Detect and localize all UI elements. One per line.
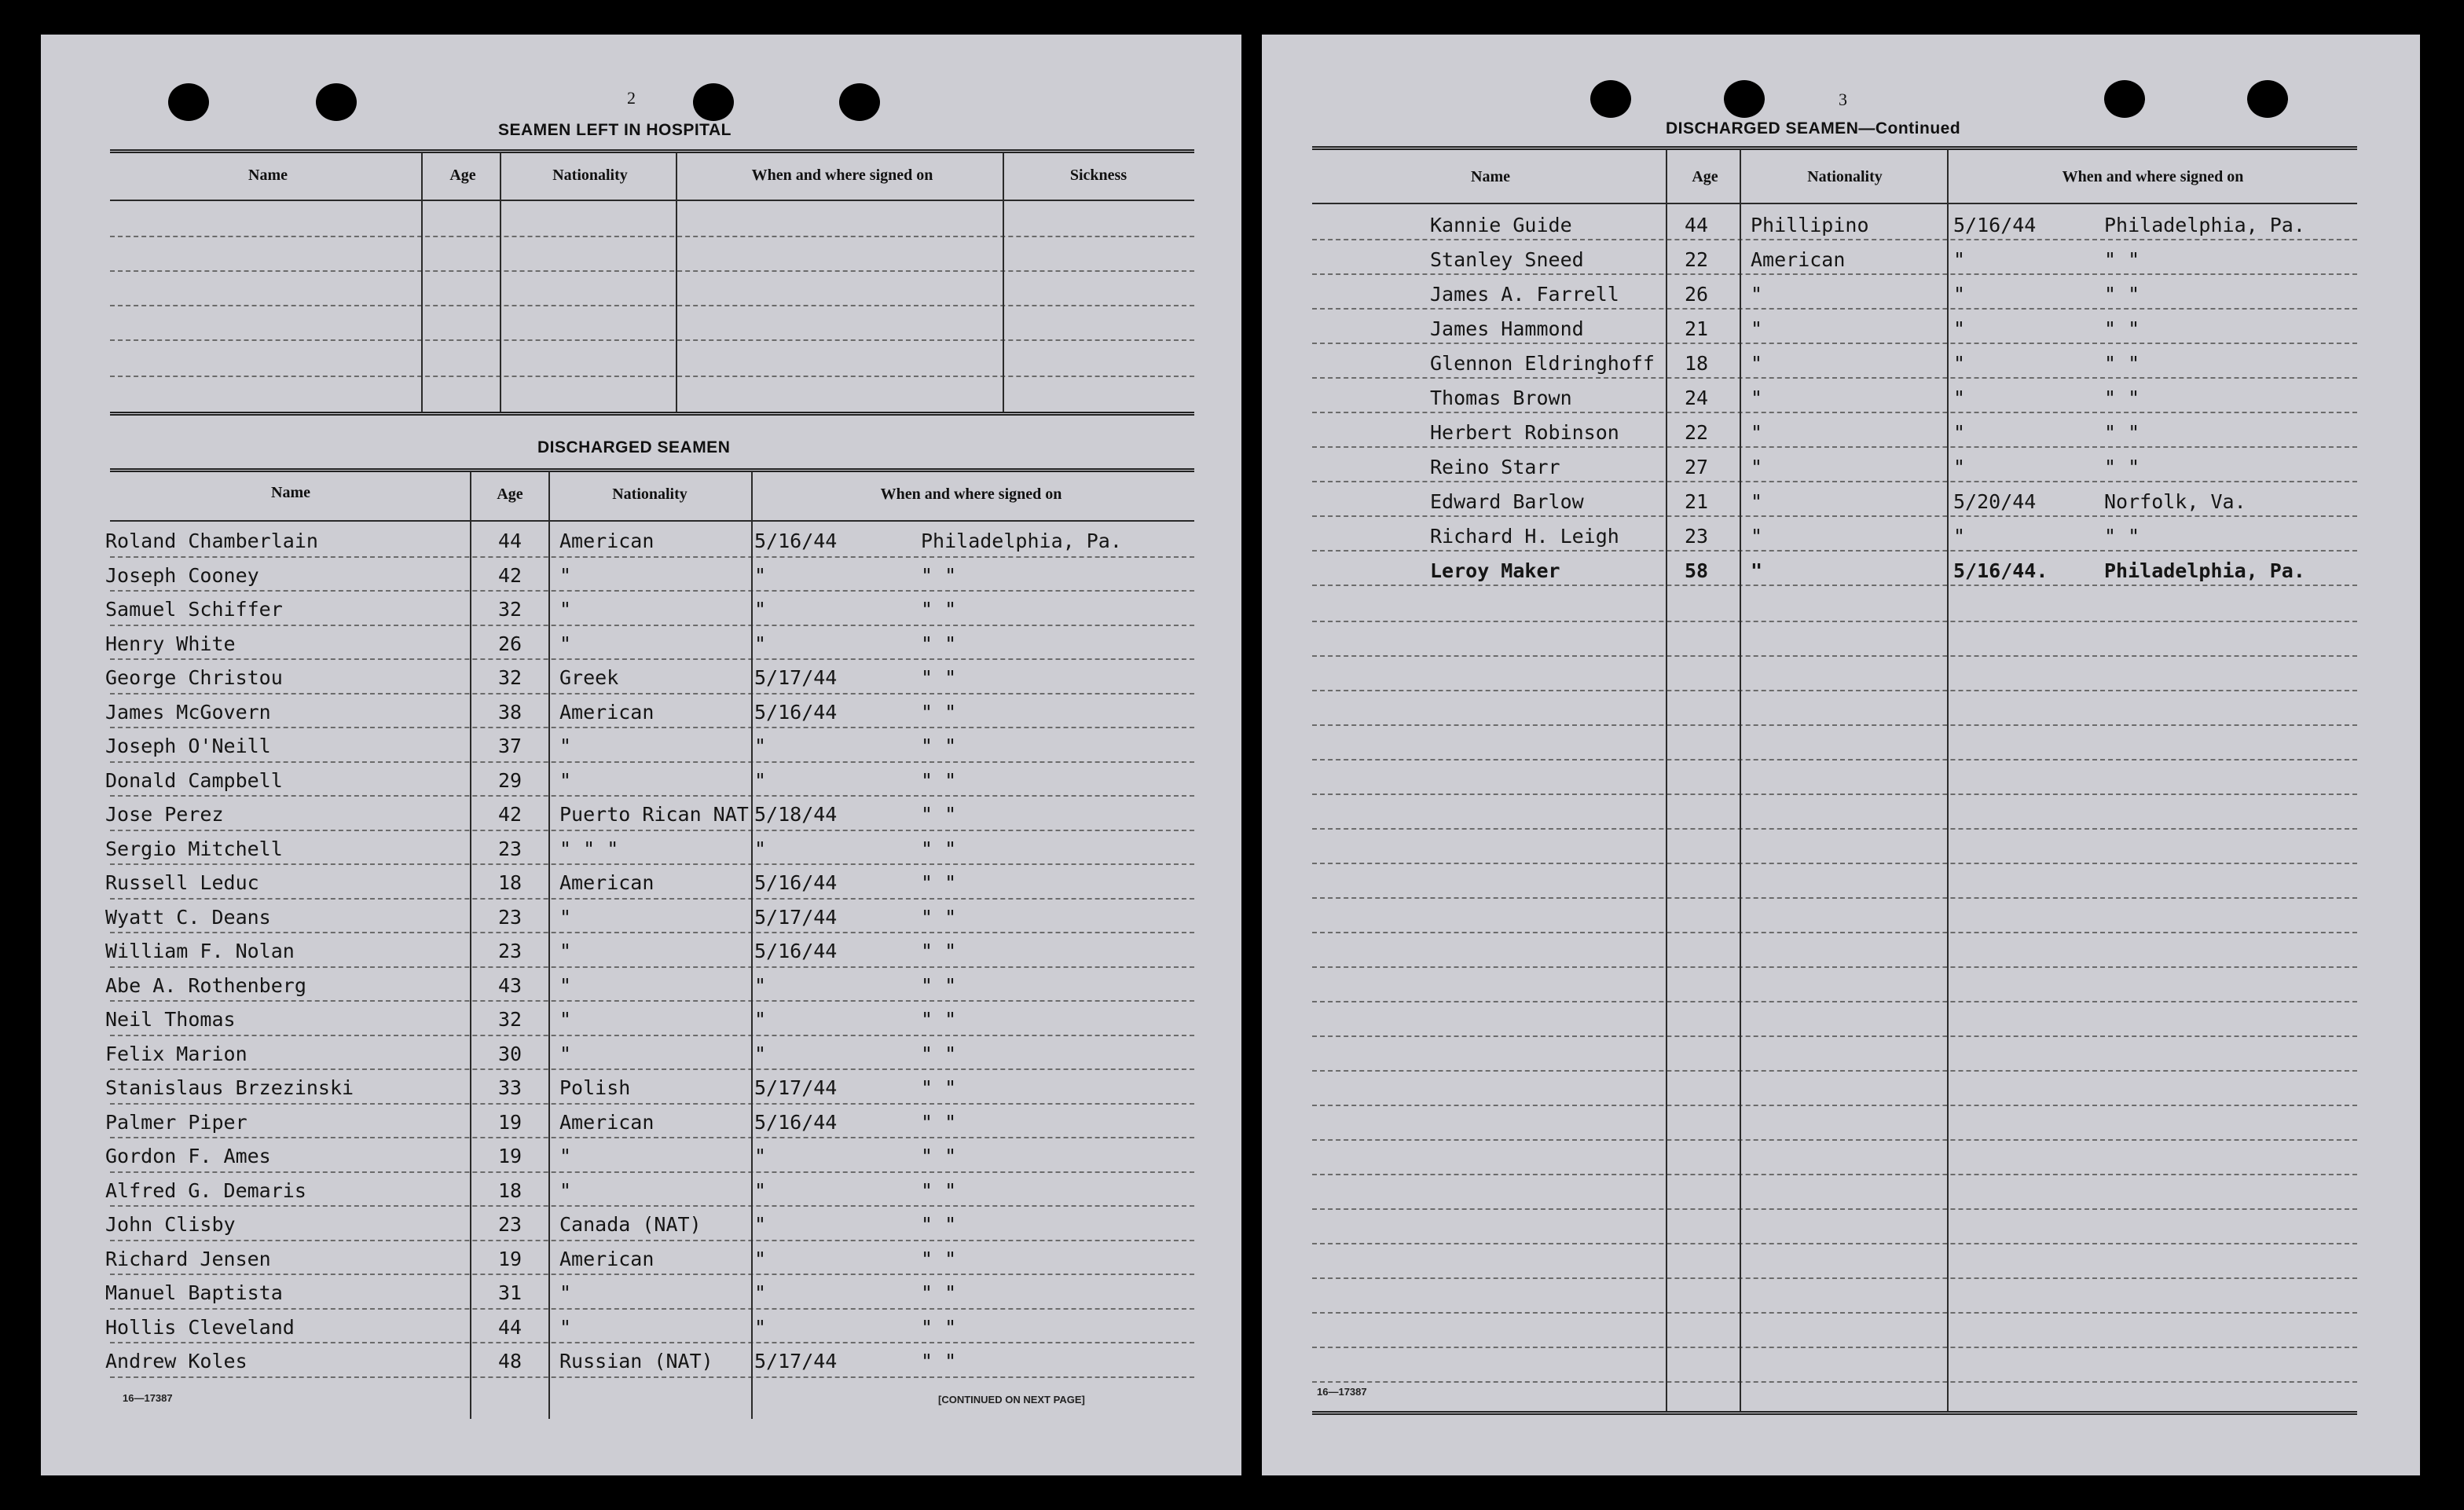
signed-on-place: " " <box>2104 283 2140 306</box>
ruled-line <box>1312 897 2357 899</box>
signed-on-place: " " <box>921 1213 957 1236</box>
seaman-nationality: " <box>559 1145 572 1167</box>
table-row <box>41 592 1241 626</box>
ruled-line <box>1312 1070 2357 1072</box>
seaman-nationality: " <box>1751 352 1763 375</box>
seaman-name: Richard H. Leigh <box>1430 525 1619 548</box>
seaman-nationality: American <box>559 1110 654 1134</box>
seaman-name: Russell Leduc <box>105 871 259 894</box>
col-header-nationality: Nationality <box>1807 168 1883 185</box>
seaman-age: 23 <box>498 1213 522 1236</box>
seaman-nationality: Puerto Rican NAT <box>559 803 749 826</box>
seaman-name: James A. Farrell <box>1430 283 1619 306</box>
signed-on-place: " " <box>2104 525 2140 548</box>
seaman-name: Joseph Cooney <box>105 563 259 587</box>
seaman-name: Jose Perez <box>105 803 224 826</box>
col-header-name: Name <box>248 167 288 184</box>
seaman-age: 19 <box>498 1110 522 1134</box>
signed-on-date: " <box>754 768 767 792</box>
ruled-line <box>110 270 1194 272</box>
signed-on-place: " " <box>2104 352 2140 375</box>
signed-on-place: " " <box>921 598 957 621</box>
signed-on-place: Norfolk, Va. <box>2104 490 2246 513</box>
signed-on-date: 5/16/44. <box>1953 559 2048 582</box>
punch-hole <box>839 83 880 121</box>
seaman-nationality: Polish <box>559 1076 631 1099</box>
signed-on-place: " " <box>921 1110 957 1134</box>
continued-note: [CONTINUED ON NEXT PAGE] <box>938 1394 1085 1406</box>
signed-on-date: 5/17/44 <box>754 1076 838 1099</box>
seaman-nationality: American <box>1751 248 1846 271</box>
seaman-nationality: Phillipino <box>1751 214 1869 236</box>
seaman-nationality: " <box>559 735 572 757</box>
signed-on-date: " <box>754 1315 767 1339</box>
table-row <box>41 558 1241 592</box>
signed-on-place: " " <box>921 973 957 997</box>
seaman-name: Felix Marion <box>105 1042 248 1065</box>
col-header-signed-on: When and where signed on <box>880 486 1062 503</box>
seaman-nationality: Greek <box>559 666 619 689</box>
seaman-name: William F. Nolan <box>105 940 295 962</box>
seaman-age: 44 <box>1685 214 1709 236</box>
seaman-nationality: " <box>559 973 572 997</box>
ruled-line <box>110 376 1194 377</box>
signed-on-place: " " <box>2104 456 2140 478</box>
table-row <box>1262 310 2420 344</box>
seaman-nationality: " <box>559 940 572 962</box>
seaman-name: Joseph O'Neill <box>105 735 271 757</box>
col-header-name: Name <box>1471 168 1510 185</box>
signed-on-date: " <box>754 1178 767 1202</box>
seaman-nationality: " <box>559 632 572 655</box>
seaman-nationality: " <box>559 1281 572 1304</box>
ruled-line <box>1312 1105 2357 1106</box>
ruled-line <box>1312 690 2357 691</box>
table-row <box>1262 552 2420 586</box>
signed-on-date: " <box>1953 283 1966 306</box>
col-header-signed-on: When and where signed on <box>2062 168 2244 185</box>
table-row <box>41 695 1241 729</box>
left-page <box>41 35 1241 1475</box>
seaman-age: 22 <box>1685 421 1709 444</box>
ruled-line <box>1312 1174 2357 1175</box>
seaman-nationality: " <box>1751 490 1763 513</box>
signed-on-date: 5/17/44 <box>754 666 838 689</box>
signed-on-date: " <box>754 837 767 860</box>
seaman-name: Gordon F. Ames <box>105 1145 271 1167</box>
seaman-age: 23 <box>498 905 522 929</box>
table-row <box>41 1105 1241 1139</box>
seaman-nationality: Russian (NAT) <box>559 1350 713 1373</box>
seaman-name: Reino Starr <box>1430 456 1560 478</box>
seaman-age: 18 <box>1685 352 1709 375</box>
col-header-nationality: Nationality <box>552 167 628 184</box>
ruled-line <box>1312 1243 2357 1244</box>
col-header-age: Age <box>497 486 523 503</box>
seaman-nationality: " <box>1751 283 1763 306</box>
signed-on-place: " " <box>921 700 957 724</box>
table-row <box>1262 482 2420 517</box>
seaman-age: 23 <box>498 940 522 962</box>
signed-on-place: " " <box>921 563 957 587</box>
seaman-nationality: American <box>559 871 654 894</box>
seaman-name: James McGovern <box>105 700 271 724</box>
table-row <box>41 1310 1241 1344</box>
signed-on-date: 5/16/44 <box>754 700 838 724</box>
punch-hole <box>2104 80 2145 118</box>
seaman-age: 33 <box>498 1076 522 1099</box>
page-number: 2 <box>627 88 636 108</box>
seaman-name: Donald Campbell <box>105 768 283 792</box>
seaman-name: Thomas Brown <box>1430 387 1572 409</box>
table-row <box>41 797 1241 831</box>
signed-on-date: 5/16/44 <box>754 530 838 552</box>
page-number: 3 <box>1839 90 1847 109</box>
seaman-name: Richard Jensen <box>105 1247 271 1270</box>
seaman-age: 24 <box>1685 387 1709 409</box>
signed-on-date: " <box>1953 387 1966 409</box>
seaman-name: Kannie Guide <box>1430 214 1572 236</box>
signed-on-date: " <box>754 1145 767 1167</box>
signed-on-place: " " <box>2104 248 2140 271</box>
seaman-name: Samuel Schiffer <box>105 598 283 621</box>
signed-on-date: " <box>1953 456 1966 478</box>
seaman-nationality: " <box>1751 559 1763 582</box>
signed-on-date: 5/17/44 <box>754 1350 838 1373</box>
signed-on-date: " <box>1953 352 1966 375</box>
table-row <box>41 523 1241 558</box>
ruled-line <box>110 1376 1194 1378</box>
signed-on-date: 5/16/44 <box>1953 214 2037 236</box>
signed-on-place: " " <box>921 940 957 962</box>
seaman-age: 27 <box>1685 456 1709 478</box>
signed-on-place: " " <box>921 768 957 792</box>
signed-on-place: " " <box>921 1247 957 1270</box>
ruled-line <box>1312 1035 2357 1037</box>
table-row <box>1262 344 2420 379</box>
seaman-age: 26 <box>498 632 522 655</box>
hospital-title: SEAMEN LEFT IN HOSPITAL <box>498 121 732 139</box>
signed-on-date: 5/18/44 <box>754 803 838 826</box>
signed-on-place: " " <box>921 666 957 689</box>
table-row <box>1262 240 2420 275</box>
seaman-name: Glennon Eldringhoff <box>1430 352 1655 375</box>
col-header-sickness: Sickness <box>1069 167 1128 184</box>
seaman-nationality: " <box>559 1315 572 1339</box>
table-row <box>41 865 1241 900</box>
punch-hole <box>1724 80 1765 118</box>
signed-on-place: " " <box>921 871 957 894</box>
right-page <box>1262 35 2420 1475</box>
seaman-nationality: " <box>1751 525 1763 548</box>
seaman-age: 23 <box>498 837 522 860</box>
punch-hole <box>1590 80 1631 118</box>
ruled-line <box>1312 863 2357 864</box>
seaman-age: 29 <box>498 768 522 792</box>
discharged-continued-title: DISCHARGED SEAMEN—Continued <box>1666 119 1961 137</box>
seaman-age: 18 <box>498 1178 522 1202</box>
signed-on-date: " <box>754 563 767 587</box>
signed-on-place: " " <box>2104 421 2140 444</box>
table-row <box>41 933 1241 968</box>
signed-on-place: " " <box>921 1315 957 1339</box>
signed-on-date: 5/16/44 <box>754 1110 838 1134</box>
col-header-name: Name <box>271 484 310 501</box>
ruled-line <box>110 339 1194 341</box>
col-header-age: Age <box>1692 168 1718 185</box>
seaman-name: Hollis Cleveland <box>105 1315 295 1339</box>
signed-on-date: " <box>754 1247 767 1270</box>
seaman-nationality: " <box>559 905 572 929</box>
seaman-age: 19 <box>498 1145 522 1167</box>
seaman-nationality: American <box>559 530 654 552</box>
signed-on-date: 5/16/44 <box>754 940 838 962</box>
signed-on-date: " <box>754 1281 767 1304</box>
seaman-nationality: Canada (NAT) <box>559 1213 702 1236</box>
signed-on-place: " " <box>921 1145 957 1167</box>
ruled-line <box>110 236 1194 237</box>
seaman-name: Edward Barlow <box>1430 490 1584 513</box>
seaman-name: Alfred G. Demaris <box>105 1178 306 1202</box>
seaman-age: 26 <box>1685 283 1709 306</box>
signed-on-place: Philadelphia, Pa. <box>921 530 1122 552</box>
table-row <box>1262 275 2420 310</box>
ruled-line <box>1312 585 2357 586</box>
ruled-line <box>1312 932 2357 933</box>
signed-on-date: 5/20/44 <box>1953 490 2037 513</box>
seaman-age: 21 <box>1685 317 1709 340</box>
seaman-age: 44 <box>498 530 522 552</box>
signed-on-date: " <box>1953 525 1966 548</box>
table-row <box>41 831 1241 866</box>
seaman-nationality: " <box>1751 317 1763 340</box>
signed-on-date: " <box>1953 248 1966 271</box>
seaman-name: Herbert Robinson <box>1430 421 1619 444</box>
signed-on-place: " " <box>921 837 957 860</box>
ruled-line <box>1312 828 2357 830</box>
signed-on-date: " <box>754 632 767 655</box>
seaman-age: 31 <box>498 1281 522 1304</box>
seaman-name: George Christou <box>105 666 283 689</box>
seaman-name: Wyatt C. Deans <box>105 905 271 929</box>
punch-hole <box>2247 80 2288 118</box>
seaman-age: 58 <box>1685 559 1709 582</box>
signed-on-place: Philadelphia, Pa. <box>2104 559 2305 582</box>
signed-on-place: " " <box>2104 317 2140 340</box>
seaman-nationality: " <box>559 1042 572 1065</box>
table-row <box>41 968 1241 1002</box>
col-header-age: Age <box>449 167 476 184</box>
table-row <box>41 763 1241 797</box>
form-number: 16—17387 <box>1317 1386 1367 1398</box>
ruled-line <box>1312 1001 2357 1002</box>
punch-hole <box>168 83 209 121</box>
signed-on-place: " " <box>921 1281 957 1304</box>
ruled-line <box>1312 1381 2357 1383</box>
punch-hole <box>316 83 357 121</box>
ruled-line <box>1312 724 2357 726</box>
table-row <box>41 1241 1241 1276</box>
signed-on-place: " " <box>921 1008 957 1031</box>
signed-on-date: " <box>754 973 767 997</box>
seaman-age: 21 <box>1685 490 1709 513</box>
seaman-nationality: " <box>559 598 572 621</box>
ruled-line <box>1312 793 2357 795</box>
signed-on-date: " <box>754 1213 767 1236</box>
ruled-line <box>1312 966 2357 968</box>
seaman-nationality: " <box>559 563 572 587</box>
seaman-age: 48 <box>498 1350 522 1373</box>
seaman-age: 32 <box>498 666 522 689</box>
seaman-name: John Clisby <box>105 1213 236 1236</box>
ruled-line <box>1312 1208 2357 1210</box>
seaman-name: Sergio Mitchell <box>105 837 283 860</box>
signed-on-place: " " <box>921 632 957 655</box>
signed-on-place: Philadelphia, Pa. <box>2104 214 2305 236</box>
seaman-age: 18 <box>498 871 522 894</box>
seaman-nationality: American <box>559 700 654 724</box>
seaman-age: 32 <box>498 1008 522 1031</box>
signed-on-place: " " <box>921 1042 957 1065</box>
table-row <box>41 1173 1241 1208</box>
table-row <box>1262 517 2420 552</box>
signed-on-date: " <box>754 1042 767 1065</box>
seaman-nationality: " <box>1751 456 1763 478</box>
seaman-age: 19 <box>498 1247 522 1270</box>
seaman-name: Leroy Maker <box>1430 559 1560 582</box>
discharged-title: DISCHARGED SEAMEN <box>537 438 731 456</box>
ruled-line <box>1312 1277 2357 1279</box>
signed-on-place: " " <box>921 803 957 826</box>
seaman-age: 37 <box>498 735 522 757</box>
table-row <box>41 1036 1241 1071</box>
signed-on-date: " <box>1953 317 1966 340</box>
signed-on-place: " " <box>921 735 957 757</box>
table-row <box>41 1138 1241 1173</box>
seaman-nationality: " " " <box>559 837 619 860</box>
seaman-age: 30 <box>498 1042 522 1065</box>
table-row <box>41 1207 1241 1241</box>
signed-on-date: " <box>754 598 767 621</box>
seaman-age: 32 <box>498 598 522 621</box>
seaman-age: 22 <box>1685 248 1709 271</box>
seaman-name: Abe A. Rothenberg <box>105 973 306 997</box>
ruled-line <box>1312 759 2357 760</box>
signed-on-place: " " <box>921 1178 957 1202</box>
seaman-name: Palmer Piper <box>105 1110 248 1134</box>
ruled-line <box>1312 1347 2357 1348</box>
table-row <box>41 1002 1241 1036</box>
col-header-nationality: Nationality <box>612 486 688 503</box>
signed-on-date: 5/16/44 <box>754 871 838 894</box>
seaman-age: 42 <box>498 563 522 587</box>
seaman-name: Stanislaus Brzezinski <box>105 1076 354 1099</box>
seaman-name: Manuel Baptista <box>105 1281 283 1304</box>
table-row <box>1262 413 2420 448</box>
punch-hole <box>693 83 734 121</box>
ruled-line <box>1312 621 2357 622</box>
table-row <box>41 626 1241 661</box>
table-row <box>41 900 1241 934</box>
ruled-line <box>1312 1312 2357 1314</box>
col-header-signed-on: When and where signed on <box>751 167 933 184</box>
table-row <box>1262 206 2420 240</box>
table-row <box>41 1070 1241 1105</box>
seaman-nationality: " <box>559 1008 572 1031</box>
table-row <box>41 1343 1241 1378</box>
table-row <box>1262 448 2420 482</box>
seaman-age: 44 <box>498 1315 522 1339</box>
seaman-age: 43 <box>498 973 522 997</box>
signed-on-date: " <box>1953 421 1966 444</box>
ruled-line <box>1312 655 2357 657</box>
seaman-nationality: " <box>559 768 572 792</box>
seaman-nationality: " <box>559 1178 572 1202</box>
seaman-nationality: American <box>559 1247 654 1270</box>
seaman-age: 38 <box>498 700 522 724</box>
signed-on-place: " " <box>2104 387 2140 409</box>
seaman-name: Neil Thomas <box>105 1008 236 1031</box>
table-row <box>41 728 1241 763</box>
seaman-name: Stanley Sneed <box>1430 248 1584 271</box>
signed-on-date: " <box>754 735 767 757</box>
table-row <box>1262 379 2420 413</box>
seaman-age: 42 <box>498 803 522 826</box>
signed-on-place: " " <box>921 905 957 929</box>
seaman-name: Roland Chamberlain <box>105 530 318 552</box>
seaman-nationality: " <box>1751 387 1763 409</box>
form-number: 16—17387 <box>123 1392 173 1404</box>
signed-on-place: " " <box>921 1350 957 1373</box>
signed-on-date: 5/17/44 <box>754 905 838 929</box>
seaman-nationality: " <box>1751 421 1763 444</box>
ruled-line <box>1312 1139 2357 1141</box>
seaman-name: Henry White <box>105 632 236 655</box>
signed-on-date: " <box>754 1008 767 1031</box>
ruled-line <box>110 305 1194 306</box>
table-row <box>41 660 1241 695</box>
seaman-age: 23 <box>1685 525 1709 548</box>
seaman-name: James Hammond <box>1430 317 1584 340</box>
seaman-name: Andrew Koles <box>105 1350 248 1373</box>
signed-on-place: " " <box>921 1076 957 1099</box>
table-row <box>41 1275 1241 1310</box>
